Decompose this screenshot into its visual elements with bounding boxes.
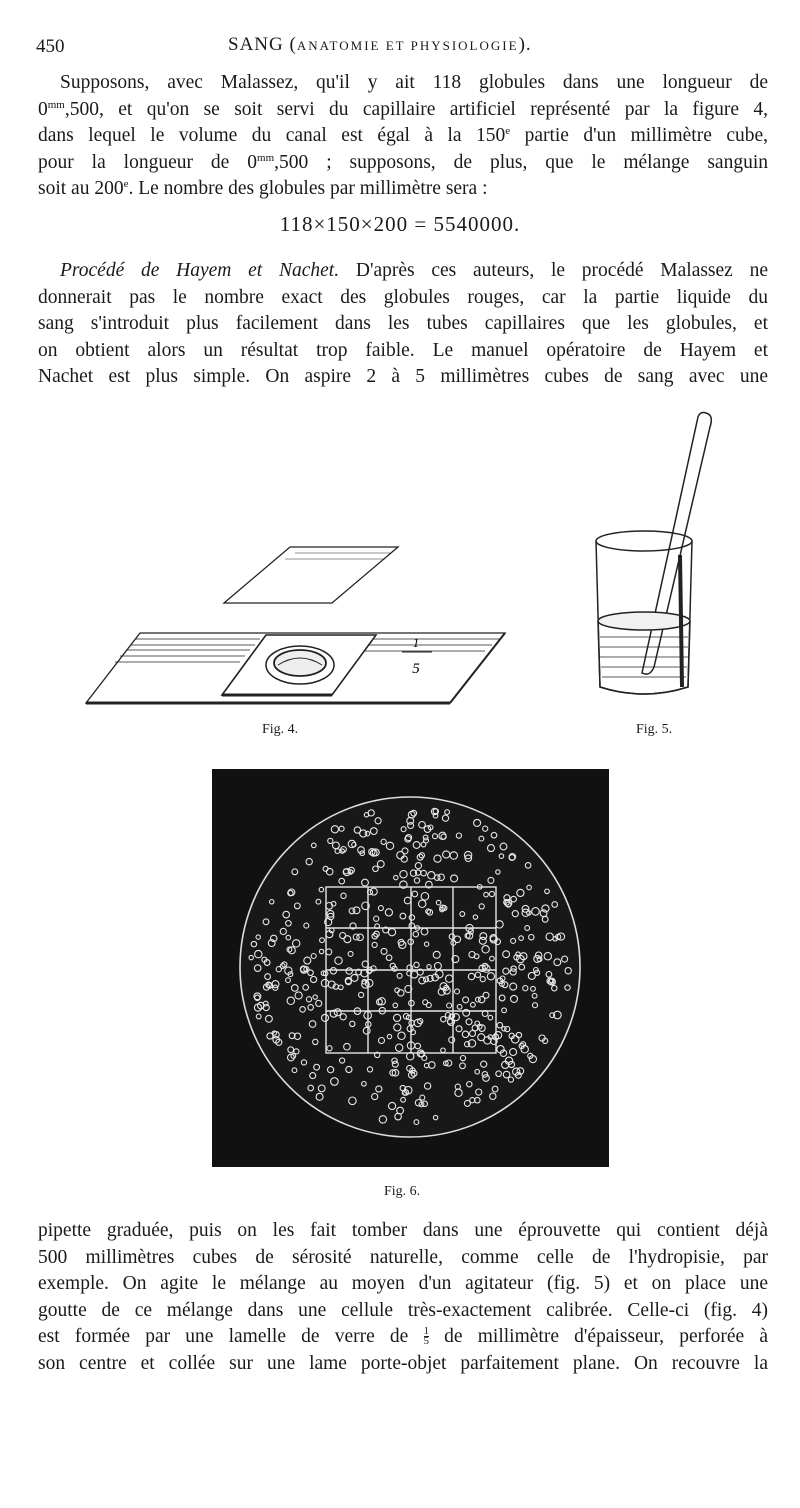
header-title-small: ANATOMIE ET PHYSIOLOGIE — [296, 38, 519, 53]
text-line: pour la longueur de $0^{mm},500$ ; supposons, de plus, que le mélange sanguin — [38, 151, 768, 173]
header-title-end: ). — [518, 34, 532, 55]
text-line: on obtient alors un résultat trop faible. Le manuel opératoire de Hayem et — [38, 339, 768, 361]
figure-6-microscope-field — [212, 769, 609, 1167]
paragraph-hayem-nachet — [38, 258, 768, 391]
text-line: goutte de ce mélange dans une cellule très-exactement calibrée. Celle-ci (fig. 4) — [38, 1299, 768, 1321]
text-line: 500 millimètres cubes de sérosité naturelle, comme celle de l'hydropisie, par — [38, 1246, 768, 1268]
fig4-fraction-num: 1 — [412, 635, 420, 650]
text-line: $0^{mm},500$, et qu'on se soit servi du capillaire artificiel représenté par la figure 4, — [38, 98, 768, 120]
fig4-fraction-den: 5 — [412, 661, 420, 677]
figure-4-slide — [80, 535, 520, 715]
inline-fraction: $\frac{1}{5}$ — [423, 1325, 430, 1347]
paragraph-malassez — [38, 70, 768, 203]
page-number: 450 — [36, 36, 65, 57]
text-line: donnerait pas le nombre exact des globules rouges, car la partie liquide du — [38, 286, 768, 308]
text-line: son centre et collée sur une lame porte-objet parfaitement plane. On recouvre la — [38, 1352, 768, 1374]
text-line: est formée par une lamelle de verre de $\frac{1}{5}$ de millimètre d'épaisseur, perforée à — [38, 1325, 768, 1347]
text-line: pipette graduée, puis on les fait tomber dans une éprouvette qui contient déjà — [38, 1220, 768, 1241]
running-header — [228, 34, 532, 56]
text-line: sang s'introduit plus facilement dans les tubes capillaires que les globules, et — [38, 313, 768, 334]
fig6-caption: Fig. 6. — [384, 1184, 421, 1199]
text-line: soit au 200e. Le nombre des globules par millimètre sera : — [38, 178, 488, 199]
text-line: Supposons, avec Malassez, qu'il y ait 118 globules dans une longueur de — [60, 72, 768, 93]
paragraph-continuation — [38, 1218, 768, 1377]
fig5-caption: Fig. 5. — [636, 722, 673, 737]
equation: 118×150×200 = 5540000. — [279, 212, 521, 236]
text-line: exemple. On agite le mélange au moyen d'un agitateur (fig. 5) et on place une — [38, 1273, 768, 1294]
header-title-main: SANG ( — [228, 34, 297, 55]
figure-5-beaker — [588, 405, 718, 715]
section-title: Procédé de Hayem et Nachet. — [60, 260, 340, 281]
text-line: Nachet est plus simple. On aspire 2 à 5 millimètres cubes de sang avec une — [38, 366, 768, 387]
text-line: dans lequel le volume du canal est égal à la 150e partie d'un millimètre cube, — [38, 125, 768, 146]
text-line: Procédé de Hayem et Nachet. D'après ces auteurs, le procédé Malassez ne — [60, 260, 769, 281]
fig4-caption: Fig. 4. — [262, 722, 299, 737]
